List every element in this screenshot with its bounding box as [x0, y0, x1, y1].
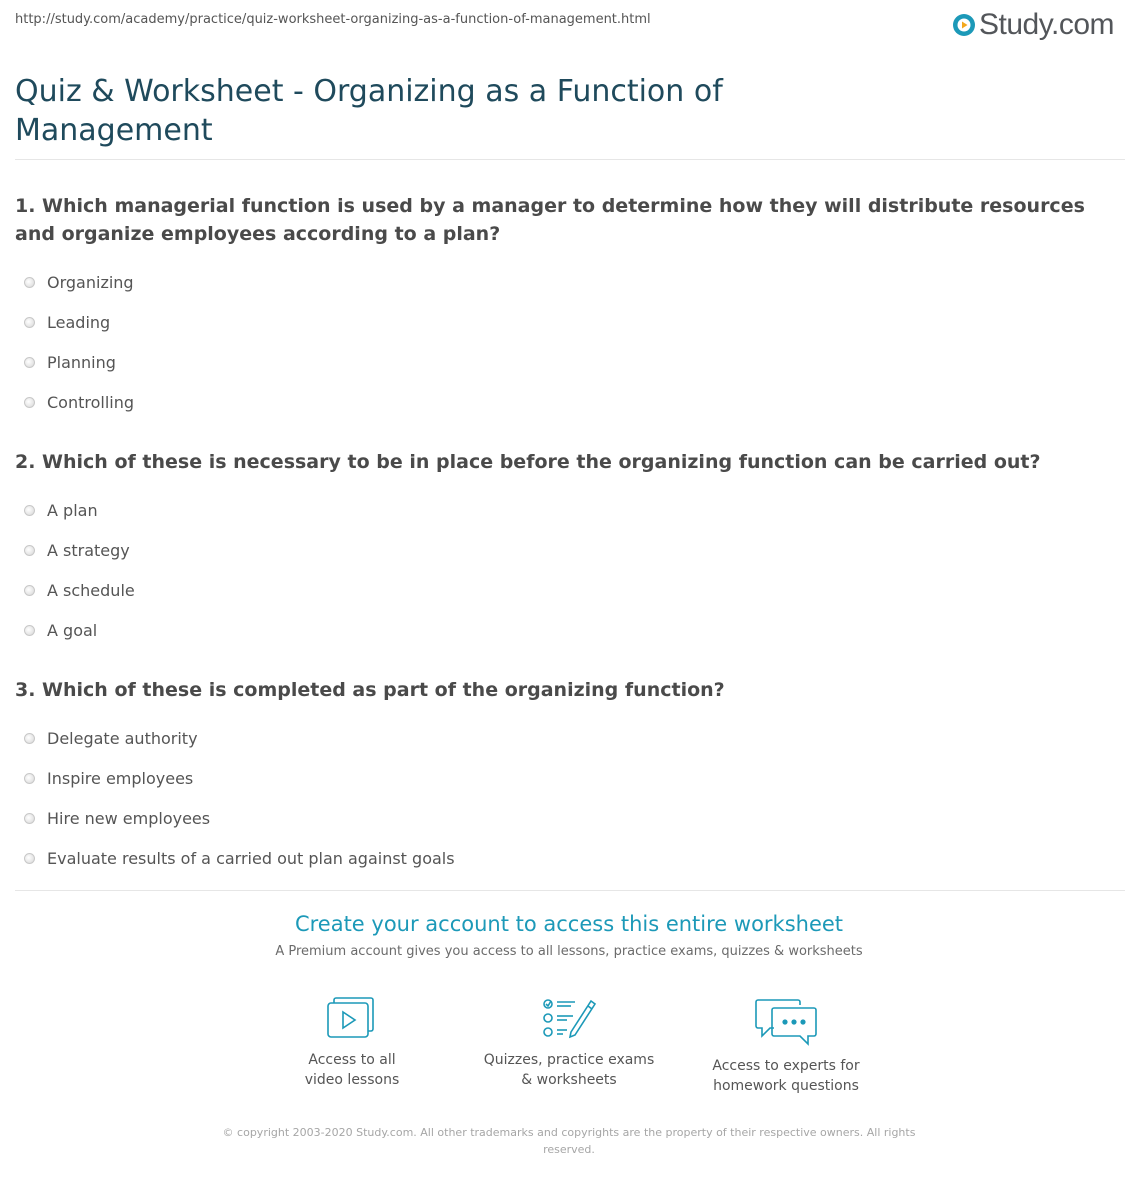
radio-button[interactable] — [24, 585, 35, 596]
radio-button[interactable] — [24, 277, 35, 288]
answer-option[interactable] — [15, 530, 1125, 570]
chat-bubbles-icon — [754, 996, 818, 1046]
radio-button[interactable] — [24, 625, 35, 636]
play-logo-icon — [951, 12, 977, 38]
question-3 — [15, 676, 1125, 878]
feature-label-line1: Access to all — [308, 1052, 396, 1068]
answer-option[interactable] — [15, 490, 1125, 530]
radio-button[interactable] — [24, 813, 35, 824]
answer-label: Delegate authority — [47, 728, 198, 748]
question-1 — [15, 192, 1125, 422]
answer-label: A schedule — [47, 580, 135, 600]
feature-experts — [696, 996, 876, 1096]
quiz-checklist-icon — [541, 996, 597, 1040]
question-text: 1. Which managerial function is used by a manager to determine how they will distribute resources and organize employees according to a plan? — [15, 195, 1085, 245]
radio-button[interactable] — [24, 505, 35, 516]
answer-option[interactable] — [15, 718, 1125, 758]
answer-label: Leading — [47, 312, 111, 332]
answer-label: Organizing — [47, 272, 134, 292]
answer-label: A plan — [47, 500, 98, 520]
radio-button[interactable] — [24, 733, 35, 744]
study-logo[interactable] — [951, 8, 1114, 42]
answer-label: Controlling — [47, 392, 135, 412]
answer-label: Planning — [47, 352, 116, 372]
radio-button[interactable] — [24, 545, 35, 556]
feature-label-line2: homework questions — [713, 1078, 859, 1094]
title-divider — [15, 159, 1125, 160]
feature-video-lessons — [262, 996, 442, 1090]
page-url: http://study.com/academy/practice/quiz-worksheet-organizing-as-a-function-of-management.html — [15, 12, 651, 27]
question-2 — [15, 448, 1125, 650]
feature-quizzes — [479, 996, 659, 1090]
answer-label: Evaluate results of a carried out plan against goals — [47, 848, 455, 868]
copyright-text: © copyright 2003-2020 Study.com. All other trademarks and copyrights are the property of their respective owners. All rights reserved. — [222, 1126, 916, 1156]
radio-button[interactable] — [24, 853, 35, 864]
answer-option[interactable] — [15, 758, 1125, 798]
cta-divider — [15, 890, 1125, 891]
answer-option[interactable] — [15, 610, 1125, 650]
page-title: Quiz & Worksheet - Organizing as a Function of Management — [15, 74, 723, 148]
answer-option[interactable] — [15, 382, 1125, 422]
radio-button[interactable] — [24, 357, 35, 368]
answer-label: A strategy — [47, 540, 130, 560]
answer-label: Inspire employees — [47, 768, 194, 788]
radio-button[interactable] — [24, 397, 35, 408]
feature-label-line2: video lessons — [304, 1072, 400, 1088]
top-bar — [0, 0, 1140, 50]
radio-button[interactable] — [24, 317, 35, 328]
feature-label-line1: Quizzes, practice exams — [483, 1052, 655, 1068]
answer-option[interactable] — [15, 570, 1125, 610]
answer-option[interactable] — [15, 302, 1125, 342]
question-list — [15, 192, 1125, 904]
answer-label: A goal — [47, 620, 98, 640]
question-text: 3. Which of these is completed as part of the organizing function? — [15, 679, 725, 701]
feature-label-line2: & worksheets — [521, 1072, 617, 1088]
logo-text: Study.com — [979, 8, 1114, 41]
answer-option[interactable] — [15, 838, 1125, 878]
answer-option[interactable] — [15, 342, 1125, 382]
premium-description: A Premium account gives you access to all lessons, practice exams, quizzes & worksheets — [275, 944, 863, 959]
answer-label: Hire new employees — [47, 808, 211, 828]
create-account-link[interactable]: Create your account to access this entire worksheet — [294, 912, 844, 936]
answer-option[interactable] — [15, 798, 1125, 838]
radio-button[interactable] — [24, 773, 35, 784]
question-text: 2. Which of these is necessary to be in place before the organizing function can be carried out? — [15, 451, 1041, 473]
answer-option[interactable] — [15, 262, 1125, 302]
video-lesson-icon — [326, 996, 378, 1040]
feature-label-line1: Access to experts for — [712, 1058, 860, 1074]
